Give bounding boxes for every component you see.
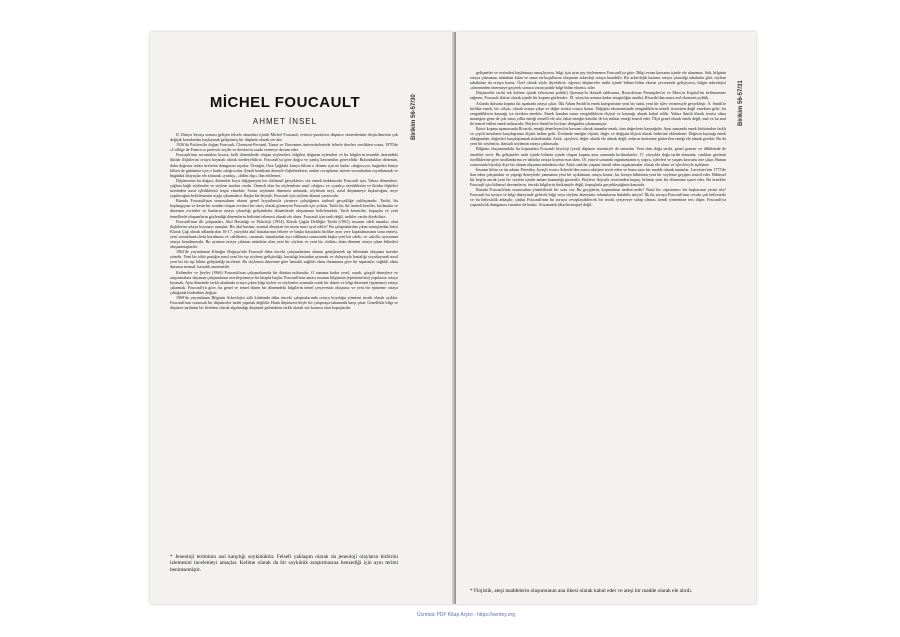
right-page [456, 32, 756, 604]
paragraph: 1926'da Poitiers'de doğan Foucault, Clermont-Ferrand, Tunus ve Vincennes üniversitelerinde felsefe dersleri verdikten sonra, 1970'de «Collège de France»a profesör seçilir ve derslerini orada vermeye devam eder. [170, 142, 398, 153]
paragraph: 1969'da yayımlanan Bilginin Arkeolojisi adlı kitabında daha önceki çalışmalarında ortaya koyduğu yöntemi teorik olarak açıklar. Foucault'nun sorunsalı bir düşünceler tarihi yapmak değildir. Hatta düşüncesi böyle bir çalışmaya tabanında karşı çıkar. Genellikle bilgi ve düşünce tarihinin bir ilerleme olarak algılandığı düşünsel gelenekten farklı olarak söz konusu olan kopuşlardır. [170, 295, 398, 311]
paragraph: 1963'de yayımlanan Kliniğin Doğuşu'nda Foucault daha önceki çalışmalarının alanını genişleterek tıp biliminin oluşumu üzerine yönelir. Yeni bir tıbbi pratiğin nasıl yeni bir tıp söylemi geliştirdiği, hastalığı hastadan ayırarak ve dolaysıyla hastalığı soyutlayarak nasıl yeni bir tür tıp bilimi geliştirdiği incelenir. Bu söylemin düzenine göre hastalık sağlıklı olma durumuna göre bir sapmadır; sağlıklı olma durumu normal, hastalık anormaldir. [170, 249, 398, 270]
paragraph: Kelimeler ve Şeyler (1966) Foucault'nun çalışmalarında bir dönüm noktasıdır. O zamana kadar yerel, sınırlı, görgül deneylere ve araştırmalara dayanan çalışmalarını teorileştirmeye bu kitapla başlar. Foucault'nun amacı insanın bilgisinin (episteme'nin) yapılarını ortaya koymak, Aynı dönemde farklı alanlarda ortaya çıkan bilgi türleri ve söylemler arasında ortak bir düzen ve bilgi düzenini (episteme) ortaya çıkarmak. Foucault'ya göre, bu genel ve temel düzen bir dönemdeki bilgilerin temel çerçevesini oluşturur ve yeni bir episteme ortaya çıktığında birdenbire değişir. [170, 269, 398, 295]
paragraph: Düşüncenin bu doğası, dönemler boyu değişmeyen bir «bilimsel gerçeklere» söz etmek imkânsızdır Foucault için. Yalnız dönemlere, çağlara bağlı söylemler ve söylem tarzları vardır. Önemli olan bu söylemlerin nasıl «doğru» ve «yanlış» ürettiklerini ve iktidar ilişkileri üzerinden nasıl işlediklerini tespit etmektir. Sorun söylemin düzenini anlamak, söylemin neyi, nasıl düşünmeye kışkırttığını, neye yapılacağını belirlemesini açığa çıkarmaktır. Başka bir deyişle, Foucault için söylem düzeni yaratıcıdır. [170, 177, 398, 199]
paragraph: Burada Foucault'nun sorunsalının ekseni genel boyutlarıyla çizmeye çalıştığımız tarihsel gerçekliğe yaklaşımıdır. Tarihi, bir başlangıçtan ve kesin bir sondan oluşan evrimci bir süreç olarak görmeyen Foucault için yoktur. Tarih bir, iki önemli kesitler, kırılmalar ve düzensiz evrimler ve bunların ortaya çıkardığı gelişimlerin dönemlerde oluşumunu belirlemektir. Tarih kesintiler, kopuşlar ve yeni temellerde oluşumların gözlendiği dönemlerin birbirini izlemesi olarak ele alınır. Foucault için tarih değil, tarihler vardır diyebiliriz. [170, 198, 398, 219]
paragraph: Bilginin oluşumundaki bu kopmalara Foucault biyoloji (yeni) düşünce sistemiyle de tanımlar. Yeni olan doğa tarihi, genel gramer ve dilbilimde de örnekler verir: Bu gelişmeler tarih içinde bilimin içinde oluşan kopma aynı zamanda kırılmalardır. 17. yüzyılda doğa tarihi alanında, canlıları görünür özelliklerine göre sınıflandırma ve tablolar ortaya koyma esas iken, 18. yüzyıl sonunda organizmanın iç yapısı, işlevleri ve yaşam kavramı öne çıkar. Bunun sonucunda biyoloji diye bir alanın oluşumu mümkün olur. Artık canlılar yaşamı temsil eden organizmalar olarak ele alınır ve işlevleriyle açıklanır. [470, 146, 726, 167]
paragraph: II. Dünya Savaşı sonrası gelişen felsefe okumları içinde Michel Foucault, evrimci-pozitivist düşünce sistemlerinin eleştirilmesini çok değişik konulardan başlayarak geliştirmiş bir düşünür olarak yer alır. [170, 132, 398, 143]
article-title: MİCHEL FOUCAULT [209, 94, 361, 111]
left-body-text [170, 132, 398, 552]
paragraph: Foucault'nun sorunsalını kısaca, belli dönemlerde oluşan söylemleri, bilgileri doğuran eylemleri ve bu bilgilerin insanlık üzerindeki iktidar ilişkilerini ortaya koymak olarak özetleyebiliriz. Foucault'ya göre doğru ve yanlış kavramları görecelidir. Bulundukları dönemin, daha doğrusu onları üretenin damgasını taşırlar. Örneğin, Orta Çağdaki kimya bilimi o dönem için ne kadar «doğru»ysa, bugünkü kimya bilimi de günümüz için o kadar «doğru»dur. Şimdi kendisini deneyle ilişkilendiren, ondan cevaplarını isteren sorunlardan soyutlanarak ve bugünkü ihtiyaçlar ele alınarak «yanlış», «bilim dışı» ilan edilemez. [170, 152, 398, 178]
article-author: AHMET İNSEL [252, 117, 318, 126]
paragraph: Düşünceler tarihi tek kelime içinde (ekonomi politik) Quesnay'in iktisadi tablosuna, Ricardo'nun Prensipleri'ni ve Marx'ın Kapital'ini belirtmesine rağmen, Foucault iktisat olarak içinde bir kopma gözlemler: 18. yüzyılın sonuna kadar zenginliğin analizi, Ricardo'dan sonra asıl ekonomi politik. [470, 90, 726, 101]
right-body-text [470, 70, 726, 585]
paragraph: Aslında iktisatta kopma iki aşamada ortaya çıkar. İlki Adam Smith'in emek kategorisine yeni bir statü, yeni bir işlev vermesiyle gerçekleşir. A. Smith'te birlikte emek, bir «ölçü» olarak ortaya çıkar ve değer teorisi ortaya konur. Değişim ekonomisinde zenginliklerin temeli ticaretten değil emekten gelir; bu zenginliklerin kaynağı ise üretken emektir. Emek bundan sonra zenginliklerin ölçüsü ve kaynağı olarak kabul edilir. Yalnız Smith klasik teorisi olma mantığını gene de çok uzun yıllar emeği temelli ele alır, fakat emeğin kendisi de bir miktar emeği temsil eder. Ölçü genel olarak emek değil, mal ve bu mal ile temsil edilen emek miktarıdır. Böylece Smith'in bu kısır döngüden çıkamamıştır. [470, 100, 726, 126]
paragraph: Burada Foucault'nun sorunsalına yöneltilecek bir soru var: Bu geçişlerin, kopmaların nedeni nedir? Nasıl bir «episteme» bir başkasının yerini alır? Foucault bu soruya ve bilgi düzeyinde gelecek bilgi veya söylem düzeyinin tohumlarını bulabilir miyiz? İlk iki soruya Foucault'nun cevabı çok belirsizdir ve bu belirsizlik anlaşılır, çünkü Foucault'nun bu soruyu cevaplayabilecek bir teorik çerçeveye sahip olması, kendi yöntemine ters düşer. Foucault'ya yapısalcılık damgasını vuranlar da budur. Artzamanlı (diachronique) değil. [470, 187, 726, 208]
paragraph: İkinci kopma aşamasında Ricardo, emeği denetleyen bir kavram olarak tanımlar emek, tüm değerlerin kaynağıdır. Aynı zamanda emek birbirinden farklı ve çeşitli metaların karşılaştırma ölçütü haline gelir. Üretimde emeğin ölçüsü, değer ve değişim ölçüsü olarak birbirine eklemlenir. Değerin kaynağı emek olduğundan, değerleri karşılaştırmak mümkündür. Artık, «şeyleri» değer olarak ele almak değil, onların üretimine gösterilen emeği ele almak gerekir. Bu da yeni bir söylemin, iktisadi söylemin ortaya çıkmasıdır. [470, 126, 726, 147]
right-footnote: * Flojistik, ateşi maddelerin oluşumunun ana ilkesi olarak kabul eder ve ateşi bir madde olarak ele alırdı. [470, 588, 693, 594]
paragraph: İnsanın bilim ve ün adamı Priestley, İsveçli eczacı Scheele'den sonra oksijeni tecrit eden ve bunu aynı bir madde olarak tanımlar. Lavoisier'nin 1775'de ilan eden çalışmaları ve yaptığı deneylerle yanmanın yeni bir açıklaması ortaya konur; bu, kimya biliminin yeni bir söyleme geçişini temsil eder. Bilimsel bir keşfin ancak yeni bir söylem içinde anlam kazandığı gösterilir. Böylece flojistik teorisinden kopuş, bilimin yeni bir dönemine işaret eder. Bu örnekler Foucault için bilimsel devrimlerin, önceki bilgilerin birikimiyle değil, kopuşlarla gerçekleştiğinin kanıtıdır. [470, 166, 726, 188]
left-footnote: * Jeneoloji teriminin asıl karşılığı soykütüktür. Felsefi yaklaşım olarak da jeneoloji olayların birbirini izlemesini incelemeyi amaçlar. Kelime olarak da bir soykütük araştırmasına benzediği için aynı terimi benimsemiştir. [170, 554, 398, 573]
paragraph: gelişmeler ve evrimleri başlatmayı amaçlıyorsa, bilgi için aynı şey söylenemez Foucault'ya göre. Bilgi evrim kavramı içinde ele alınamaz. Salt, bilginin ortaya çıkmasını mümkün kılan ve onun ön-koşullarını oluşturan arkeoloji ortaya konabilir. Bir arkeolojik kazının ortaya çıkardığı tabakalar gibi, söylem tabakaları da ortaya konur. Özel olarak söyle diyebiliriz: öğrenci düşünceler tarihi içinde bilime-bilim ekseni çevresinde gelişiyorsa, bilgin arkeolojisi «önermeden önermeye geçerek sonuca varan pratik-bilgi-bilim ekseni» izler. [470, 70, 726, 91]
paragraph: Foucault'nun ilk çalışmaları, Akıl Hastalığı ve Psikoloji (1954), Klasik Çağda Deliliğin Tarihi (1961), insanın «deli insanla» olan ilişkilerini ortaya koymayı amaçlar. Bir akıl hastası, normal olmayan bir insan nasıl ayırt edilir? Bu çalışmalardan çıkan sonuçlardan birisi Klasik Çağ olarak adlandırılan 16-17. yüzyılda akıl hastalarının felsefe ve başka hastalarla birlikte aynı yere kapatılmasının sona ermesi, yeni «tımarhane»lerin kurulması ve «delilerin» «normal» insanlardan ayrı ediliması sonucunda başka yeni bir «deli» ve «akıllı» ayrımının ortaya konulmasıdır. Bu ayrımın ortaya çıkması mümkün olan yeni bir söylem ve yeni bir «bilim» alanı dönemi ortaya çıkan bilimleri oluşturmuşlardır. [170, 218, 398, 250]
left-page [150, 32, 455, 604]
page-header-left: Birikim 56-57/30 [411, 94, 417, 140]
page-header-right: Birikim 56-57/31 [738, 80, 744, 126]
source-footer-link[interactable]: Ücretsiz PDF Kitap Arşivi - https://sentey.org [417, 612, 515, 618]
